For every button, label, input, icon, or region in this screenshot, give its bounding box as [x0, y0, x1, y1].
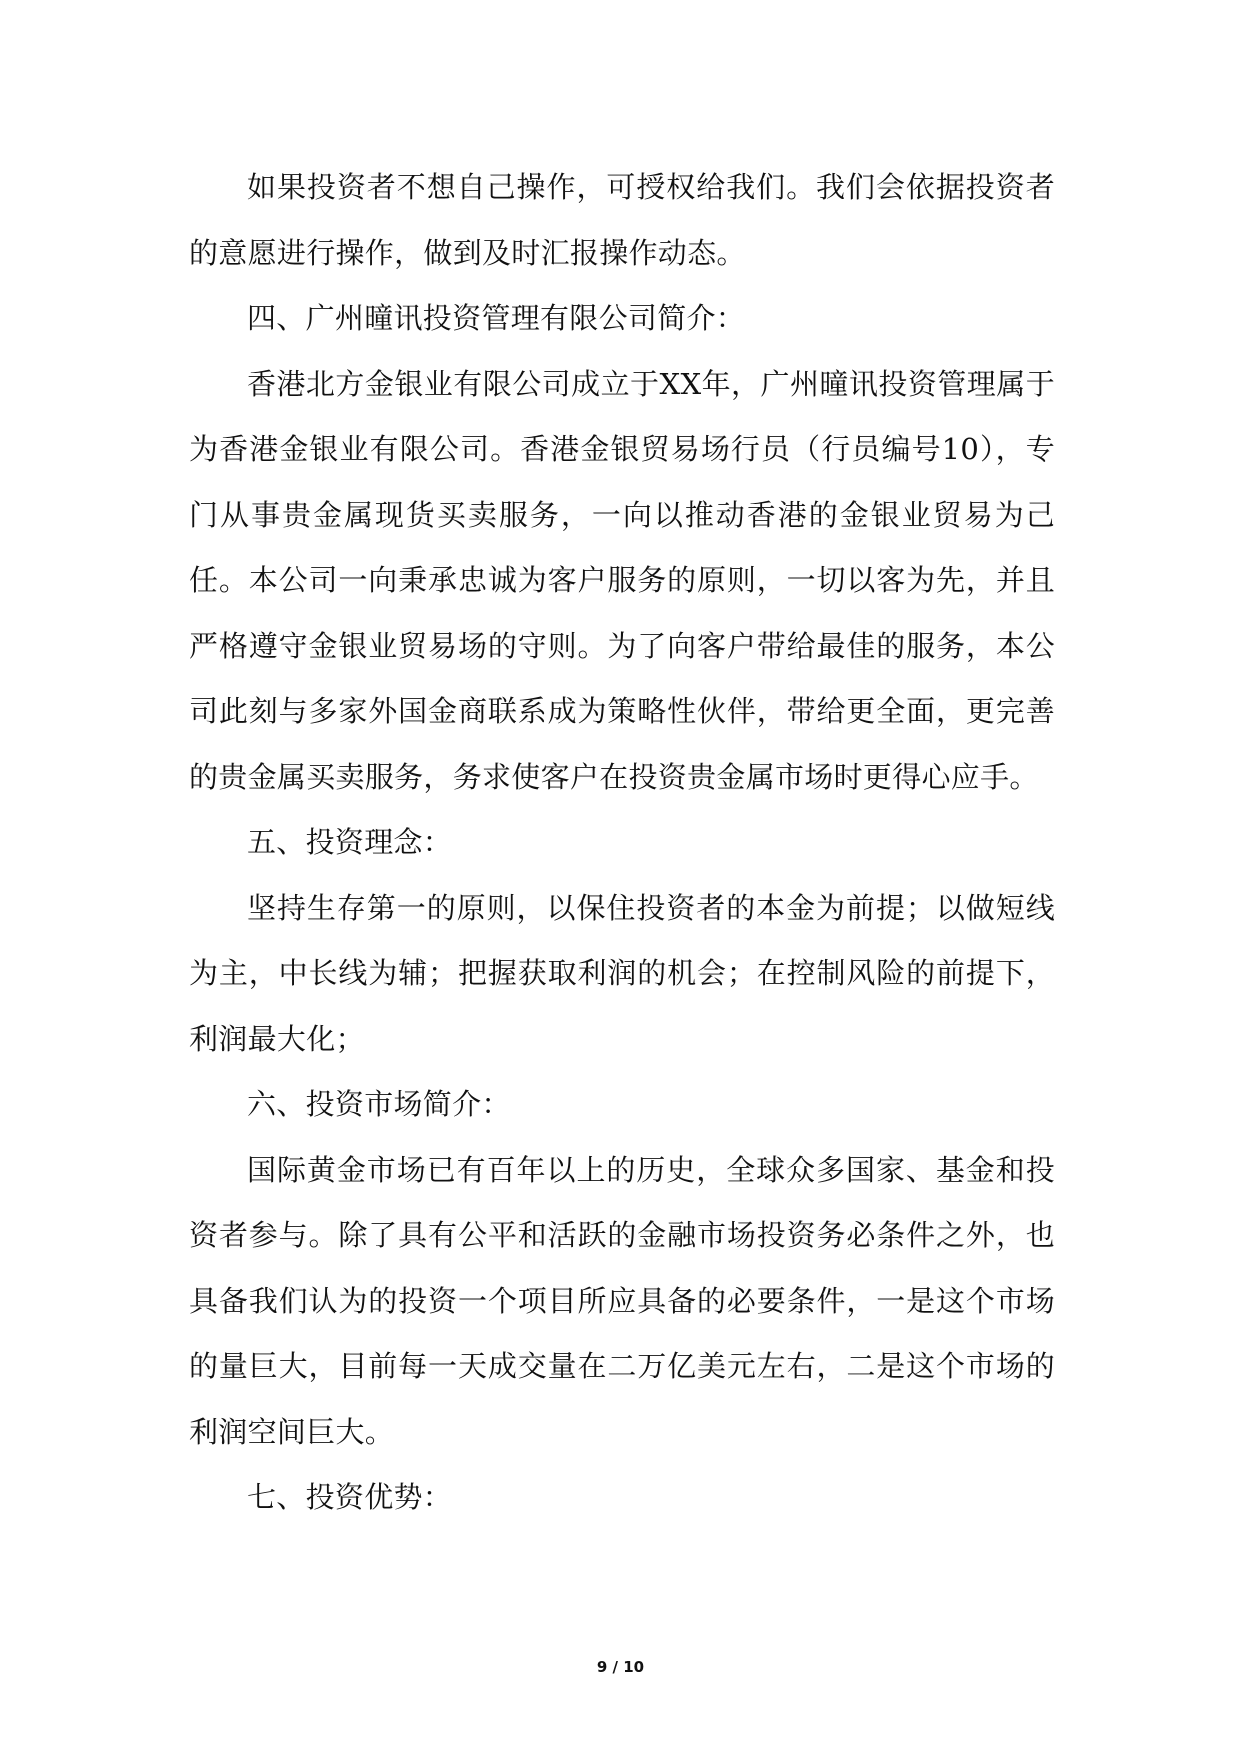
- paragraph-company-intro: 香港北方金银业有限公司成立于XX年，广州曈讯投资管理属于为香港金银业有限公司。香港金银贸易场行员（行员编号10），专门从事贵金属现货买卖服务，一向以推动香港的金银业贸易为己任。本公司一向秉承忠诚为客户服务的原则，一切以客为先，并且严格遵守金银业贸易场的守则。为了向客户带给最佳的服务，本公司此刻与多家外国金商联系成为策略性伙伴，带给更全面，更完善的贵金属买卖服务，务求使客户在投资贵金属市场时更得心应手。: [189, 366, 1055, 794]
- heading-company-intro: 四、广州曈讯投资管理有限公司简介：: [247, 301, 746, 335]
- heading-investment-advantages: 七、投资优势：: [247, 1480, 453, 1514]
- page-number: 9 / 10: [596, 1658, 645, 1676]
- paragraph-market-intro: 国际黄金市场已有百年以上的历史，全球众多国家、基金和投资者参与。除了具有公平和活跃的金融市场投资务必条件之外，也具备我们认为的投资一个项目所应具备的必要条件，一是这个市场的量巨大，目前每一天成交量在二万亿美元左右，二是这个市场的利润空间巨大。: [189, 1152, 1055, 1449]
- paragraph-authorization: 如果投资者不想自己操作，可授权给我们。我们会依据投资者的意愿进行操作，做到及时汇报操作动态。: [189, 170, 1055, 270]
- document-body: [189, 155, 1055, 1531]
- heading-market-intro: 六、投资市场简介：: [247, 1087, 511, 1121]
- heading-investment-philosophy: 五、投资理念：: [247, 825, 453, 859]
- paragraph-investment-philosophy: 坚持生存第一的原则，以保住投资者的本金为前提；以做短线为主，中长线为辅；把握获取利润的机会；在控制风险的前提下，利润最大化；: [189, 890, 1055, 1056]
